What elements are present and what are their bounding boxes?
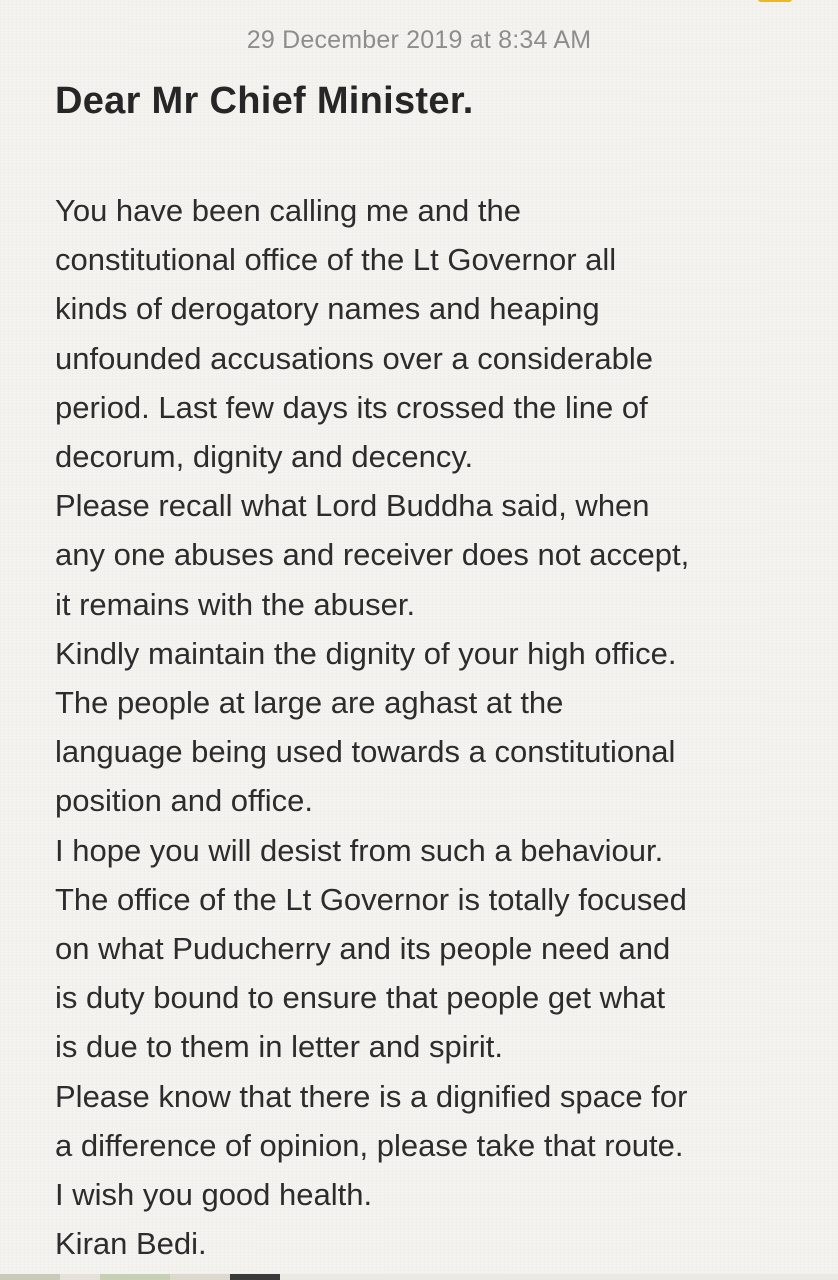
note-line: unfounded accusations over a considerable (55, 340, 654, 376)
bottom-thumbnail-strip (0, 1274, 838, 1280)
strip-segment (100, 1274, 170, 1280)
note-line: Kiran Bedi. (55, 1226, 207, 1262)
note-line: is duty bound to ensure that people get what (55, 980, 666, 1016)
strip-segment (0, 1274, 60, 1280)
note-line: constitutional office of the Lt Governor all (55, 242, 617, 278)
note-line: position and office. (55, 783, 313, 819)
note-timestamp: 29 December 2019 at 8:34 AM (246, 26, 592, 54)
note-line: I wish you good health. (55, 1177, 373, 1213)
note-line: You have been calling me and the (55, 193, 521, 228)
note-line: any one abuses and receiver does not accept, (55, 537, 690, 573)
note-line: Please recall what Lord Buddha said, when (55, 488, 650, 524)
strip-segment (170, 1274, 230, 1280)
note-line: decorum, dignity and decency. (55, 439, 474, 475)
note-line: The office of the Lt Governor is totally focused (55, 881, 687, 917)
note-line: on what Puducherry and its people need and (55, 931, 671, 967)
strip-segment (60, 1274, 100, 1280)
note-line: I hope you will desist from such a behaviour. (55, 832, 664, 868)
strip-segment (280, 1274, 838, 1280)
note-line: a difference of opinion, please take that route. (55, 1127, 684, 1163)
note-line: language being used towards a constitutional (55, 734, 676, 770)
note-line: is due to them in letter and spirit. (55, 1029, 504, 1065)
note-line: it remains with the abuser. (55, 586, 416, 622)
note-body[interactable] (55, 186, 825, 1268)
strip-segment (230, 1274, 280, 1280)
note-line: The people at large are aghast at the (55, 685, 564, 721)
note-title[interactable]: Dear Mr Chief Minister. (55, 80, 474, 122)
notes-accent-tab (758, 0, 792, 2)
note-line: period. Last few days its crossed the line of (55, 389, 648, 425)
note-line: kinds of derogatory names and heaping (55, 291, 600, 327)
note-line: Please know that there is a dignified space for (55, 1078, 688, 1114)
note-line: Kindly maintain the dignity of your high office. (55, 635, 677, 671)
